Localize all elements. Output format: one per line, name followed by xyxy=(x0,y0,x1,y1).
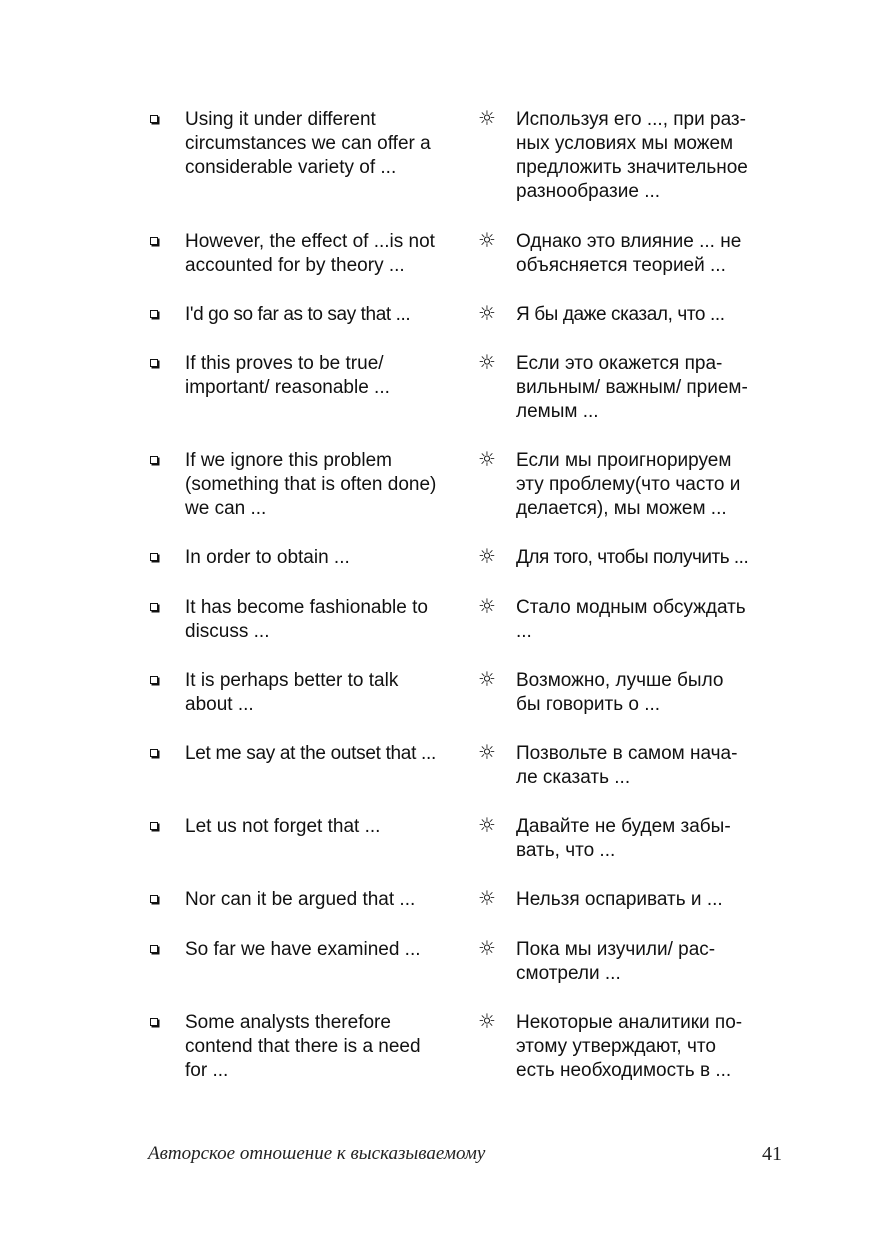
checkbox-bullet-icon xyxy=(150,553,158,561)
checkbox-bullet-icon xyxy=(150,603,158,611)
russian-translation: Однако это влияние ... не объясняется теорией ... xyxy=(516,231,742,276)
english-phrase: Nor can it be argued that ... xyxy=(185,889,416,910)
english-phrase: In order to obtain ... xyxy=(185,547,350,568)
russian-translation: Я бы даже сказал, что ... xyxy=(516,304,725,325)
checkbox-bullet-icon xyxy=(150,115,158,123)
running-footer-title: Авторское отношение к высказываемому xyxy=(148,1143,486,1164)
sun-bullet-icon: ☼ xyxy=(478,886,496,910)
sun-bullet-icon: ☼ xyxy=(478,936,496,960)
russian-translation: Пока мы изучили/ рас- смотрели ... xyxy=(516,939,716,984)
checkbox-bullet-icon xyxy=(150,749,158,757)
checkbox-bullet-icon xyxy=(150,359,158,367)
english-phrase: Let us not forget that ... xyxy=(185,816,381,837)
english-phrase: Using it under different circumstances we can offer a considerable variety of ... xyxy=(185,109,431,178)
english-phrase: I'd go so far as to say that ... xyxy=(185,304,411,325)
russian-translation: Некоторые аналитики по- этому утверждают, что есть необходимость в ... xyxy=(516,1012,743,1081)
russian-translation: Для того, чтобы получить ... xyxy=(516,547,749,568)
sun-bullet-icon: ☼ xyxy=(478,667,496,691)
checkbox-bullet-icon xyxy=(150,822,158,830)
sun-bullet-icon: ☼ xyxy=(478,1009,496,1033)
russian-translation: Нельзя оспаривать и ... xyxy=(516,889,723,910)
sun-bullet-icon: ☼ xyxy=(478,228,496,252)
sun-bullet-icon: ☼ xyxy=(478,106,496,130)
english-phrase: It is perhaps better to talk about ... xyxy=(185,670,399,715)
russian-translation: Позвольте в самом нача- ле сказать ... xyxy=(516,743,738,788)
sun-bullet-icon: ☼ xyxy=(478,301,496,325)
checkbox-bullet-icon xyxy=(150,895,158,903)
sun-bullet-icon: ☼ xyxy=(478,813,496,837)
english-phrase: Let me say at the outset that ... xyxy=(185,743,436,764)
checkbox-bullet-icon xyxy=(150,1018,158,1026)
russian-translation: Стало модным обсуждать ... xyxy=(516,597,746,642)
russian-translation: Если это окажется пра- вильным/ важным/ прием- лемым ... xyxy=(516,353,748,422)
english-phrase: So far we have examined ... xyxy=(185,939,421,960)
sun-bullet-icon: ☼ xyxy=(478,544,496,568)
english-phrase: Some analysts therefore contend that there is a need for ... xyxy=(185,1012,421,1081)
checkbox-bullet-icon xyxy=(150,456,158,464)
english-phrase: It has become fashionable to discuss ... xyxy=(185,597,428,642)
checkbox-bullet-icon xyxy=(150,945,158,953)
sun-bullet-icon: ☼ xyxy=(478,447,496,471)
sun-bullet-icon: ☼ xyxy=(478,594,496,618)
english-phrase: If we ignore this problem (something that is often done) we can ... xyxy=(185,450,437,519)
russian-translation: Используя его ..., при раз- ных условиях мы можем предложить значительное разнообразие ... xyxy=(516,109,748,202)
checkbox-bullet-icon xyxy=(150,310,158,318)
russian-translation: Если мы проигнорируем эту проблему(что часто и делается), мы можем ... xyxy=(516,450,741,519)
sun-bullet-icon: ☼ xyxy=(478,350,496,374)
english-phrase: If this proves to be true/ important/ reasonable ... xyxy=(185,353,390,398)
page-number: 41 xyxy=(762,1143,782,1165)
checkbox-bullet-icon xyxy=(150,676,158,684)
sun-bullet-icon: ☼ xyxy=(478,740,496,764)
russian-translation: Давайте не будем забы- вать, что ... xyxy=(516,816,731,861)
english-phrase: However, the effect of ...is not accounted for by theory ... xyxy=(185,231,435,276)
russian-translation: Возможно, лучше было бы говорить о ... xyxy=(516,670,724,715)
checkbox-bullet-icon xyxy=(150,237,158,245)
